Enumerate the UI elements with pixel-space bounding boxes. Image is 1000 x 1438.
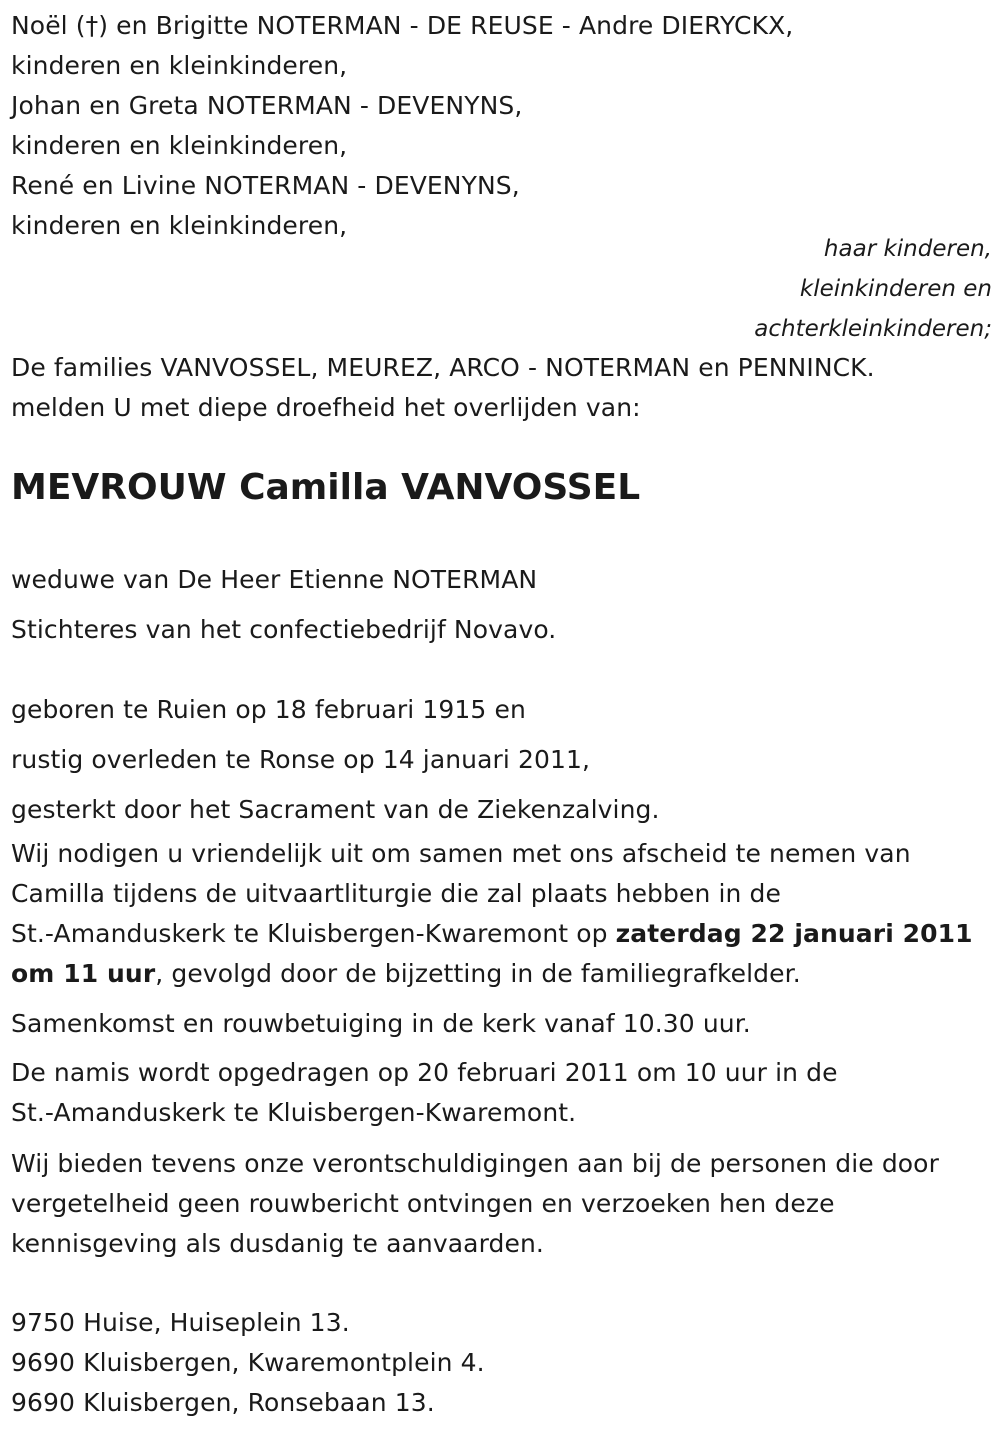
announcement	[11, 348, 996, 428]
funeral-invitation	[11, 834, 996, 994]
mass-line: St.-Amanduskerk te Kluisbergen-Kwaremont.	[11, 1098, 577, 1127]
family-line: kinderen en kleinkinderen,	[11, 51, 348, 80]
gathering-line: Samenkomst en rouwbetuiging in de kerk vanaf 10.30 uur.	[11, 1009, 751, 1038]
apology-line: kennisgeving als dusdanig te aanvaarden.	[11, 1229, 544, 1258]
family-line: Johan en Greta NOTERMAN - DEVENYNS,	[11, 91, 523, 120]
deceased-name: MEVROUW Camilla VANVOSSEL	[11, 467, 641, 508]
descendants-line: achterkleinkinderen;	[754, 316, 992, 342]
mass-info	[11, 1053, 996, 1133]
families-line: De families VANVOSSEL, MEUREZ, ARCO - NOTERMAN en PENNINCK.	[11, 353, 875, 382]
gathering-info	[11, 999, 996, 1049]
founder-line: Stichteres van het confectiebedrijf Novavo.	[11, 615, 557, 644]
descendants-line: kleinkinderen en	[799, 276, 992, 302]
church-text: St.-Amanduskerk te Kluisbergen-Kwaremont op	[11, 919, 616, 948]
address-line: 9690 Kluisbergen, Kwaremontplein 4.	[11, 1348, 485, 1377]
funeral-line	[11, 914, 996, 954]
death-notice	[11, 0, 996, 1417]
family-line: René en Livine NOTERMAN - DEVENYNS,	[11, 171, 520, 200]
funeral-line	[11, 954, 996, 994]
descendants-note	[754, 229, 992, 349]
addresses	[11, 1303, 996, 1423]
family-list	[11, 6, 996, 246]
widow-of-line: weduwe van De Heer Etienne NOTERMAN	[11, 565, 538, 594]
family-line: kinderen en kleinkinderen,	[11, 131, 348, 160]
apology	[11, 1144, 996, 1264]
funeral-line: Camilla tijdens de uitvaartliturgie die zal plaats hebben in de	[11, 879, 781, 908]
born-line: geboren te Ruien op 18 februari 1915 en	[11, 695, 526, 724]
sacrament-line: gesterkt door het Sacrament van de Ziekenzalving.	[11, 795, 660, 824]
address-line: 9690 Kluisbergen, Ronsebaan 13.	[11, 1388, 435, 1417]
descendants-line: haar kinderen,	[823, 236, 992, 262]
funeral-time: om 11 uur	[11, 959, 156, 988]
family-line: Noël (†) en Brigitte NOTERMAN - DE REUSE - Andre DIERYCKX,	[11, 11, 794, 40]
died-line: rustig overleden te Ronse op 14 januari 2011,	[11, 745, 591, 774]
announce-line: melden U met diepe droefheid het overlijden van:	[11, 393, 641, 422]
apology-line: Wij bieden tevens onze verontschuldigingen aan bij de personen die door	[11, 1149, 939, 1178]
funeral-line: Wij nodigen u vriendelijk uit om samen met ons afscheid te nemen van	[11, 839, 911, 868]
funeral-date: zaterdag 22 januari 2011	[615, 919, 973, 948]
burial-text: , gevolgd door de bijzetting in de familiegrafkelder.	[155, 959, 801, 988]
address-line: 9750 Huise, Huiseplein 13.	[11, 1308, 350, 1337]
deceased-details	[11, 555, 996, 655]
apology-line: vergetelheid geen rouwbericht ontvingen en verzoeken hen deze	[11, 1189, 835, 1218]
life-dates	[11, 685, 996, 835]
mass-line: De namis wordt opgedragen op 20 februari 2011 om 10 uur in de	[11, 1058, 838, 1087]
family-line: kinderen en kleinkinderen,	[11, 211, 348, 240]
